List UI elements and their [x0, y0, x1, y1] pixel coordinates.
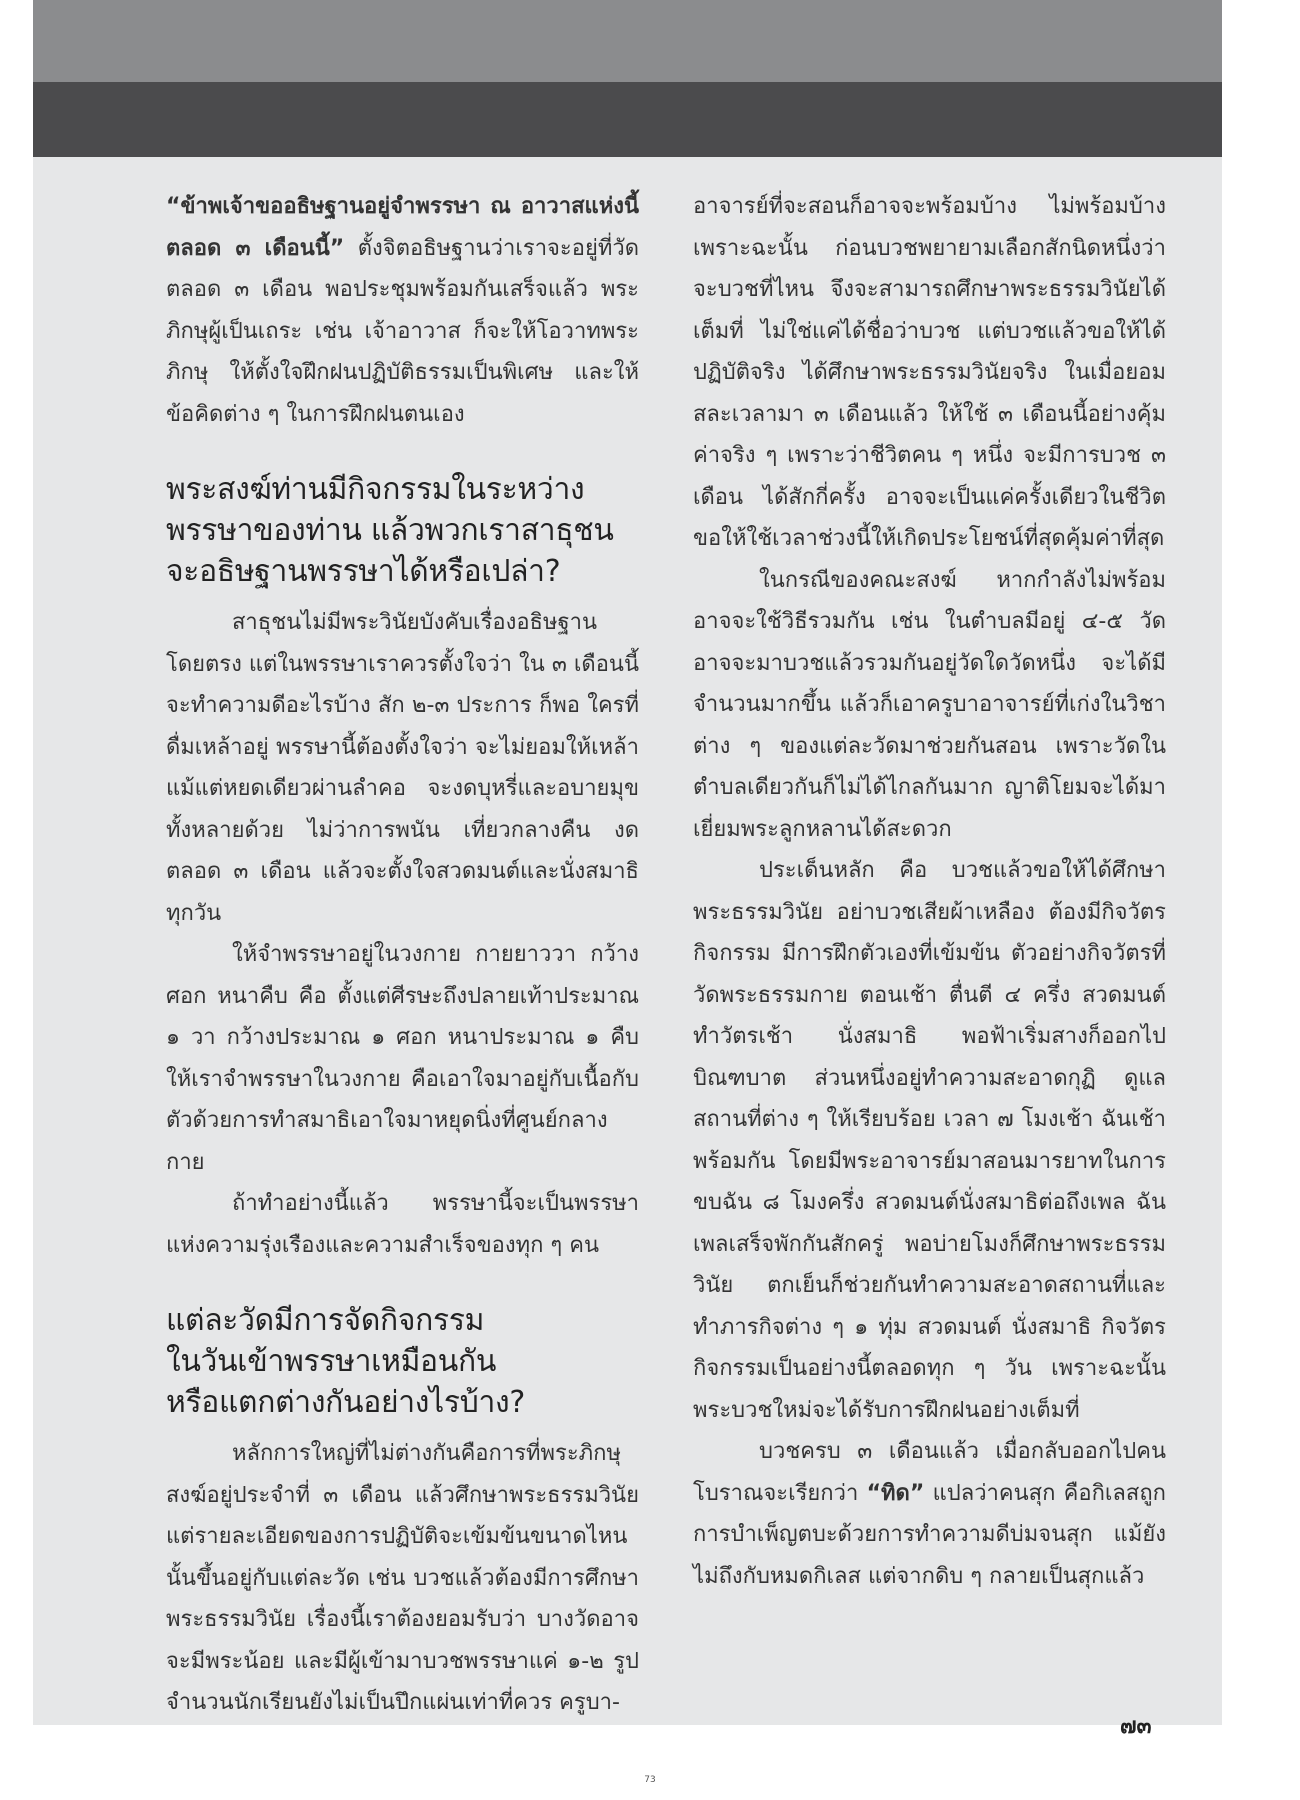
para-text: บวชครบ ๓ เดือนแล้ว เมื่อกลับออกไปคนโบราณจะเรียกว่า — [693, 1439, 1166, 1506]
body-paragraph: ถ้าทำอย่างนี้แล้ว พรรษานี้จะเป็นพรรษาแห่งความรุ่งเรืองและความสำเร็จของทุก ๆ คน — [166, 1191, 639, 1258]
right-column — [693, 186, 1166, 1597]
heading-line: พรรษาของท่าน แล้วพวกเราสาธุชน — [166, 513, 614, 548]
heading-line: หรือแตกต่างกันอย่างไรบ้าง? — [166, 1385, 525, 1420]
header-band-dark — [33, 82, 1222, 157]
page-number: ๗๓ — [1120, 1714, 1152, 1739]
body-paragraph: ประเด็นหลัก คือ บวชแล้วขอให้ได้ศึกษาพระธรรมวินัย อย่าบวชเสียผ้าเหลือง ต้องมีกิจวัตรกิจกรรม มีการฝึกตัวเองที่เข้มข้น ตัวอย่างกิจวัตรที่วัดพระธรรมกาย ตอนเช้า ตื่นตี ๔ ครึ่ง สวดมนต์ทำวัตรเช้า นั่งสมาธิ พอฟ้าเริ่มสางก็ออกไปบิณฑบาต ส่วนหนึ่งอยู่ทำความสะอาดกุฏิ ดูแลสถานที่ต่าง ๆ ให้เรียบร้อย เวลา ๗ โมงเช้า ฉันเช้าพร้อมกัน โดยมีพระอาจารย์มาสอนมารยาทในการขบฉัน ๘ โมงครึ่ง สวดมนต์นั่งสมาธิต่อถึงเพล ฉันเพลเสร็จพักกันสักครู่ พอบ่ายโมงก็ศึกษาพระธรรมวินัย ตกเย็นก็ช่วยกันทำความสะอาดสถานที่และทำภารกิจต่าง ๆ ๑ ทุ่ม สวดมนต์ นั่งสมาธิ กิจวัตรกิจกรรมเป็นอย่างนี้ตลอดทุก ๆ วัน เพราะฉะนั้น พระบวชใหม่จะได้รับการฝึกฝนอย่างเต็มที่ — [693, 858, 1166, 1423]
heading-line: ในวันเข้าพรรษาเหมือนกัน — [166, 1344, 497, 1379]
para-text: แปลว่าคนสุก คือกิเลสถูกการบำเพ็ญตบะด้วยการทำความดีบ่มจนสุก แม้ยังไม่ถึงกับหมดกิเลส แต่จากดิบ ๆ กลายเป็นสุกแล้ว — [693, 1480, 1166, 1589]
footer-page-number: 73 — [644, 1775, 656, 1785]
intro-quote: “ข้าพเจ้าขออธิษฐานอยู่จำพรรษา ณ อาวาสแห่งนี้ ตลอด ๓ เดือนนี้” — [166, 194, 639, 261]
intro-text: ตั้งจิตอธิษฐานว่าเราจะอยู่ที่วัดตลอด ๓ เดือน พอประชุมพร้อมกันเสร็จแล้ว พระภิกษุผู้เป็นเถระ เช่น เจ้าอาวาส ก็จะให้โอวาทพระภิกษุ ให้ตั้งใจฝึกฝนปฏิบัติธรรมเป็นพิเศษ และให้ข้อคิดต่าง ๆ ในการฝึกฝนตนเอง — [166, 235, 639, 427]
heading-line: จะอธิษฐานพรรษาได้หรือเปล่า? — [166, 554, 561, 589]
body-paragraph: อาจารย์ที่จะสอนก็อาจจะพร้อมบ้าง ไม่พร้อมบ้าง เพราะฉะนั้น ก่อนบวชพยายามเลือกสักนิดหนึ่งว่าจะบวชที่ไหน จึงจะสามารถศึกษาพระธรรมวินัยได้เต็มที่ ไม่ใช่แค่ได้ชื่อว่าบวช แต่บวชแล้วขอให้ได้ปฏิบัติจริง ได้ศึกษาพระธรรมวินัยจริง ในเมื่อยอมสละเวลามา ๓ เดือนแล้ว ให้ใช้ ๓ เดือนนี้อย่างคุ้มค่าจริง ๆ เพราะว่าชีวิตคน ๆ หนึ่ง จะมีการบวช ๓ เดือน ได้สักกี่ครั้ง อาจจะเป็นแค่ครั้งเดียวในชีวิต ขอให้ใช้เวลาช่วงนี้ให้เกิดประโยชน์ที่สุดคุ้มค่าที่สุด — [693, 194, 1166, 551]
left-column — [166, 186, 639, 1724]
intro-paragraph — [166, 186, 639, 435]
section-heading-1 — [166, 469, 639, 592]
body-paragraph: ให้จำพรรษาอยู่ในวงกาย กายยาววา กว้างศอก หนาคืบ คือ ตั้งแต่ศีรษะถึงปลายเท้าประมาณ ๑ วา กว้างประมาณ ๑ ศอก หนาประมาณ ๑ คืบ ให้เราจำพรรษาในวงกาย คือเอาใจมาอยู่กับเนื้อกับตัวด้วยการทำสมาธิเอาใจมาหยุดนิ่งที่ศูนย์กลางกาย — [166, 942, 639, 1175]
heading-line: แต่ละวัดมีการจัดกิจกรรม — [166, 1303, 485, 1338]
body-paragraph: หลักการใหญ่ที่ไม่ต่างกันคือการที่พระภิกษุสงฆ์อยู่ประจำที่ ๓ เดือน แล้วศึกษาพระธรรมวินัย แต่รายละเอียดของการปฏิบัติจะเข้มข้นขนาดไหนนั้นขึ้นอยู่กับแต่ละวัด เช่น บวชแล้วต้องมีการศึกษาพระธรรมวินัย เรื่องนี้เราต้องยอมรับว่า บางวัดอาจจะมีพระน้อย และมีผู้เข้ามาบวชพรรษาแค่ ๑-๒ รูป จำนวนนักเรียนยังไม่เป็นปึกแผ่นเท่าที่ควร ครูบา- — [166, 1441, 639, 1715]
header-band-light — [33, 0, 1222, 82]
body-paragraph: สาธุชนไม่มีพระวินัยบังคับเรื่องอธิษฐานโดยตรง แต่ในพรรษาเราควรตั้งใจว่า ใน ๓ เดือนนี้จะทำความดีอะไรบ้าง สัก ๒-๓ ประการ ก็พอ ใครที่ดื่มเหล้าอยู่ พรรษานี้ต้องตั้งใจว่า จะไม่ยอมให้เหล้าแม้แต่หยดเดียวผ่านลำคอ จะงดบุหรี่และอบายมุขทั้งหลายด้วย ไม่ว่าการพนัน เที่ยวกลางคืน งดตลอด ๓ เดือน แล้วจะตั้งใจสวดมนต์และนั่งสมาธิทุกวัน — [166, 610, 639, 926]
heading-line: พระสงฆ์ท่านมีกิจกรรมในระหว่าง — [166, 472, 585, 507]
body-paragraph: ในกรณีของคณะสงฆ์ หากกำลังไม่พร้อมอาจจะใช้วิธีรวมกัน เช่น ในตำบลมีอยู่ ๔-๕ วัด อาจจะมาบวชแล้วรวมกันอยู่วัดใดวัดหนึ่ง จะได้มีจำนวนมากขึ้น แล้วก็เอาครูบาอาจารย์ที่เก่งในวิชาต่าง ๆ ของแต่ละวัดมาช่วยกันสอน เพราะวัดในตำบลเดียวกันก็ไม่ได้ไกลกันมาก ญาติโยมจะได้มาเยี่ยมพระลูกหลานได้สะดวก — [693, 567, 1166, 842]
section-heading-2 — [166, 1300, 639, 1423]
body-paragraph — [693, 1431, 1166, 1597]
bold-term: “ทิด” — [866, 1480, 925, 1506]
